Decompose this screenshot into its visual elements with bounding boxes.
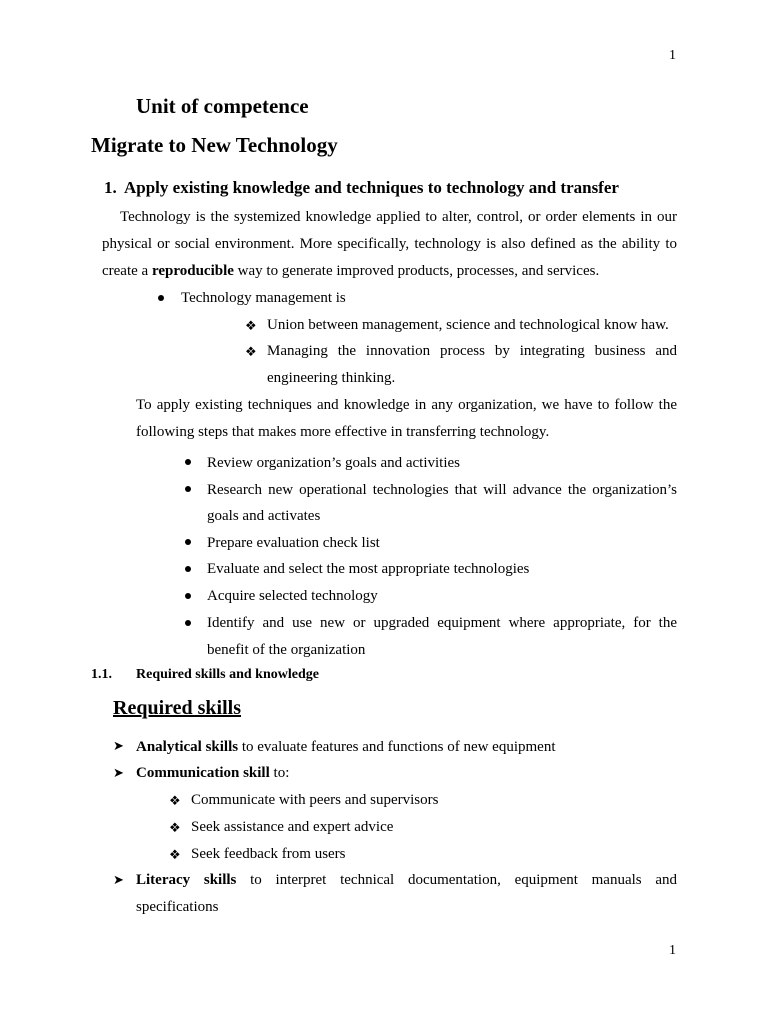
required-skills-heading: Required skills [113, 697, 241, 719]
bullet-icon [185, 620, 191, 626]
arrow-bullet-icon: ➤ [113, 738, 124, 753]
diamond-bullet-icon: ❖ [169, 847, 181, 862]
bullet-icon [185, 593, 191, 599]
bullet-icon [158, 295, 164, 301]
step-item: Identify and use new or upgraded equipment where appropriate, for the [207, 615, 677, 631]
page-title: Migrate to New Technology [91, 133, 338, 157]
page-number-top: 1 [669, 48, 676, 63]
bullet-icon [185, 459, 191, 465]
apply-line-1: To apply existing techniques and knowledge in any organization, we have to follow the [136, 397, 677, 413]
step-item: Acquire selected technology [207, 588, 378, 604]
communication-sub-item: Seek assistance and expert advice [191, 819, 394, 835]
section-1-number: 1. [104, 178, 117, 197]
literacy-skills-text: to interpret technical documentation, equipment manuals and [250, 872, 678, 888]
analytical-skills-label: Analytical skills [136, 739, 239, 755]
analytical-skills-text: to evaluate features and functions of new equipment [241, 739, 556, 755]
intro-line-1: Technology is the systemized knowledge applied to alter, control, or order elements in our [120, 209, 677, 225]
intro-line-3-start: create a [102, 263, 149, 279]
diamond-bullet-icon: ❖ [169, 793, 181, 808]
communication-sub-item: Communicate with peers and supervisors [191, 792, 439, 808]
diamond-item-2-line-2: engineering thinking. [267, 370, 396, 386]
step-item: Prepare evaluation check list [207, 535, 380, 551]
section-1-1-number: 1.1. [91, 667, 112, 682]
intro-line-3-end: way to generate improved products, processes, and services. [237, 263, 600, 279]
literacy-skills-label: Literacy skills [136, 872, 237, 888]
communication-skill-label: Communication skill [136, 765, 270, 781]
section-1-heading: Apply existing knowledge and techniques to technology and transfer [124, 178, 619, 197]
unit-of-competence-label: Unit of competence [136, 94, 309, 118]
arrow-bullet-icon: ➤ [113, 765, 124, 780]
step-item-continued: goals and activates [207, 508, 321, 524]
reproducible-keyword: reproducible [151, 263, 234, 279]
diamond-bullet-icon: ❖ [245, 318, 257, 333]
communication-sub-item: Seek feedback from users [191, 846, 346, 862]
arrow-bullet-icon: ➤ [113, 872, 124, 887]
diamond-item-2-line-1: Managing the innovation process by integrating business and [267, 343, 677, 359]
intro-line-2: physical or social environment. More specifically, technology is also defined as the ability to [102, 236, 677, 252]
step-item: Evaluate and select the most appropriate technologies [207, 561, 530, 577]
section-1-1-heading: Required skills and knowledge [136, 667, 319, 682]
diamond-item-1: Union between management, science and technological know haw. [267, 317, 669, 333]
bullet-icon [185, 566, 191, 572]
bullet-icon [185, 486, 191, 492]
technology-management-item: Technology management is [181, 290, 346, 306]
step-item: Research new operational technologies that will advance the organization’s [207, 482, 677, 498]
step-item: Review organization’s goals and activities [207, 455, 460, 471]
diamond-bullet-icon: ❖ [169, 820, 181, 835]
communication-skill-text: to: [273, 765, 290, 781]
analytical-skills-item [136, 734, 556, 761]
intro-line-3 [102, 258, 599, 285]
bullet-icon [185, 539, 191, 545]
literacy-skills-item-continued: specifications [136, 899, 219, 915]
apply-line-2: following steps that makes more effective in transferring technology. [136, 424, 550, 440]
page-number-bottom: 1 [669, 943, 676, 958]
diamond-bullet-icon: ❖ [245, 344, 257, 359]
communication-skill-item [136, 760, 289, 787]
literacy-skills-item [136, 867, 677, 894]
step-item-continued: benefit of the organization [207, 642, 366, 658]
